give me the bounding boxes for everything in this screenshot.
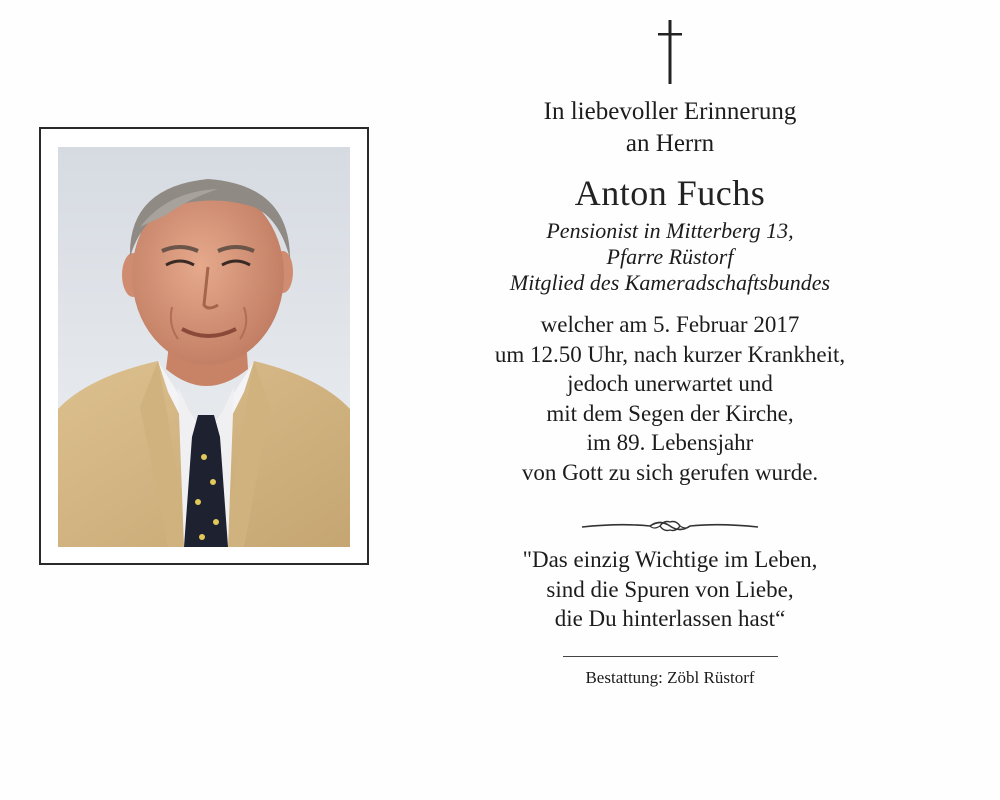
quote-line: "Das einzig Wichtige im Leben, — [522, 547, 818, 572]
quote-line: die Du hinterlassen hast“ — [554, 606, 786, 631]
intro-text — [470, 96, 870, 160]
flourish-ornament-icon — [580, 517, 760, 535]
intro-line: In liebevoller Erinnerung — [543, 98, 797, 125]
obituary-text — [470, 20, 870, 689]
notice-line: von Gott zu sich gerufen wurde. — [521, 459, 819, 485]
notice-line: mit dem Segen der Kirche, — [546, 400, 794, 426]
undertaker-credit: Bestattung: Zöbl Rüstorf — [585, 667, 755, 687]
notice-line: um 12.50 Uhr, nach kurzer Krankheit, — [494, 341, 846, 367]
quote-line: sind die Spuren von Liebe, — [546, 576, 794, 602]
photo-frame — [39, 127, 369, 565]
notice-line: im 89. Lebensjahr — [586, 430, 754, 455]
occupation-line: Pfarre Rüstorf — [606, 244, 734, 269]
notice-line: jedoch unerwartet und — [567, 371, 773, 396]
death-notice — [470, 310, 870, 487]
memorial-quote — [470, 545, 870, 634]
portrait-photo — [58, 147, 350, 547]
footer-divider — [563, 656, 778, 657]
occupation-line: Mitglied des Kameradschaftsbundes — [509, 270, 831, 295]
notice-line: welcher am 5. Februar 2017 — [540, 312, 800, 337]
occupation-line: Pensionist in Mitterberg 13, — [546, 218, 794, 243]
deceased-name: Anton Fuchs — [574, 173, 766, 213]
occupation-text — [470, 218, 870, 296]
intro-line: an Herrn — [625, 130, 715, 157]
cross-icon — [655, 20, 685, 84]
